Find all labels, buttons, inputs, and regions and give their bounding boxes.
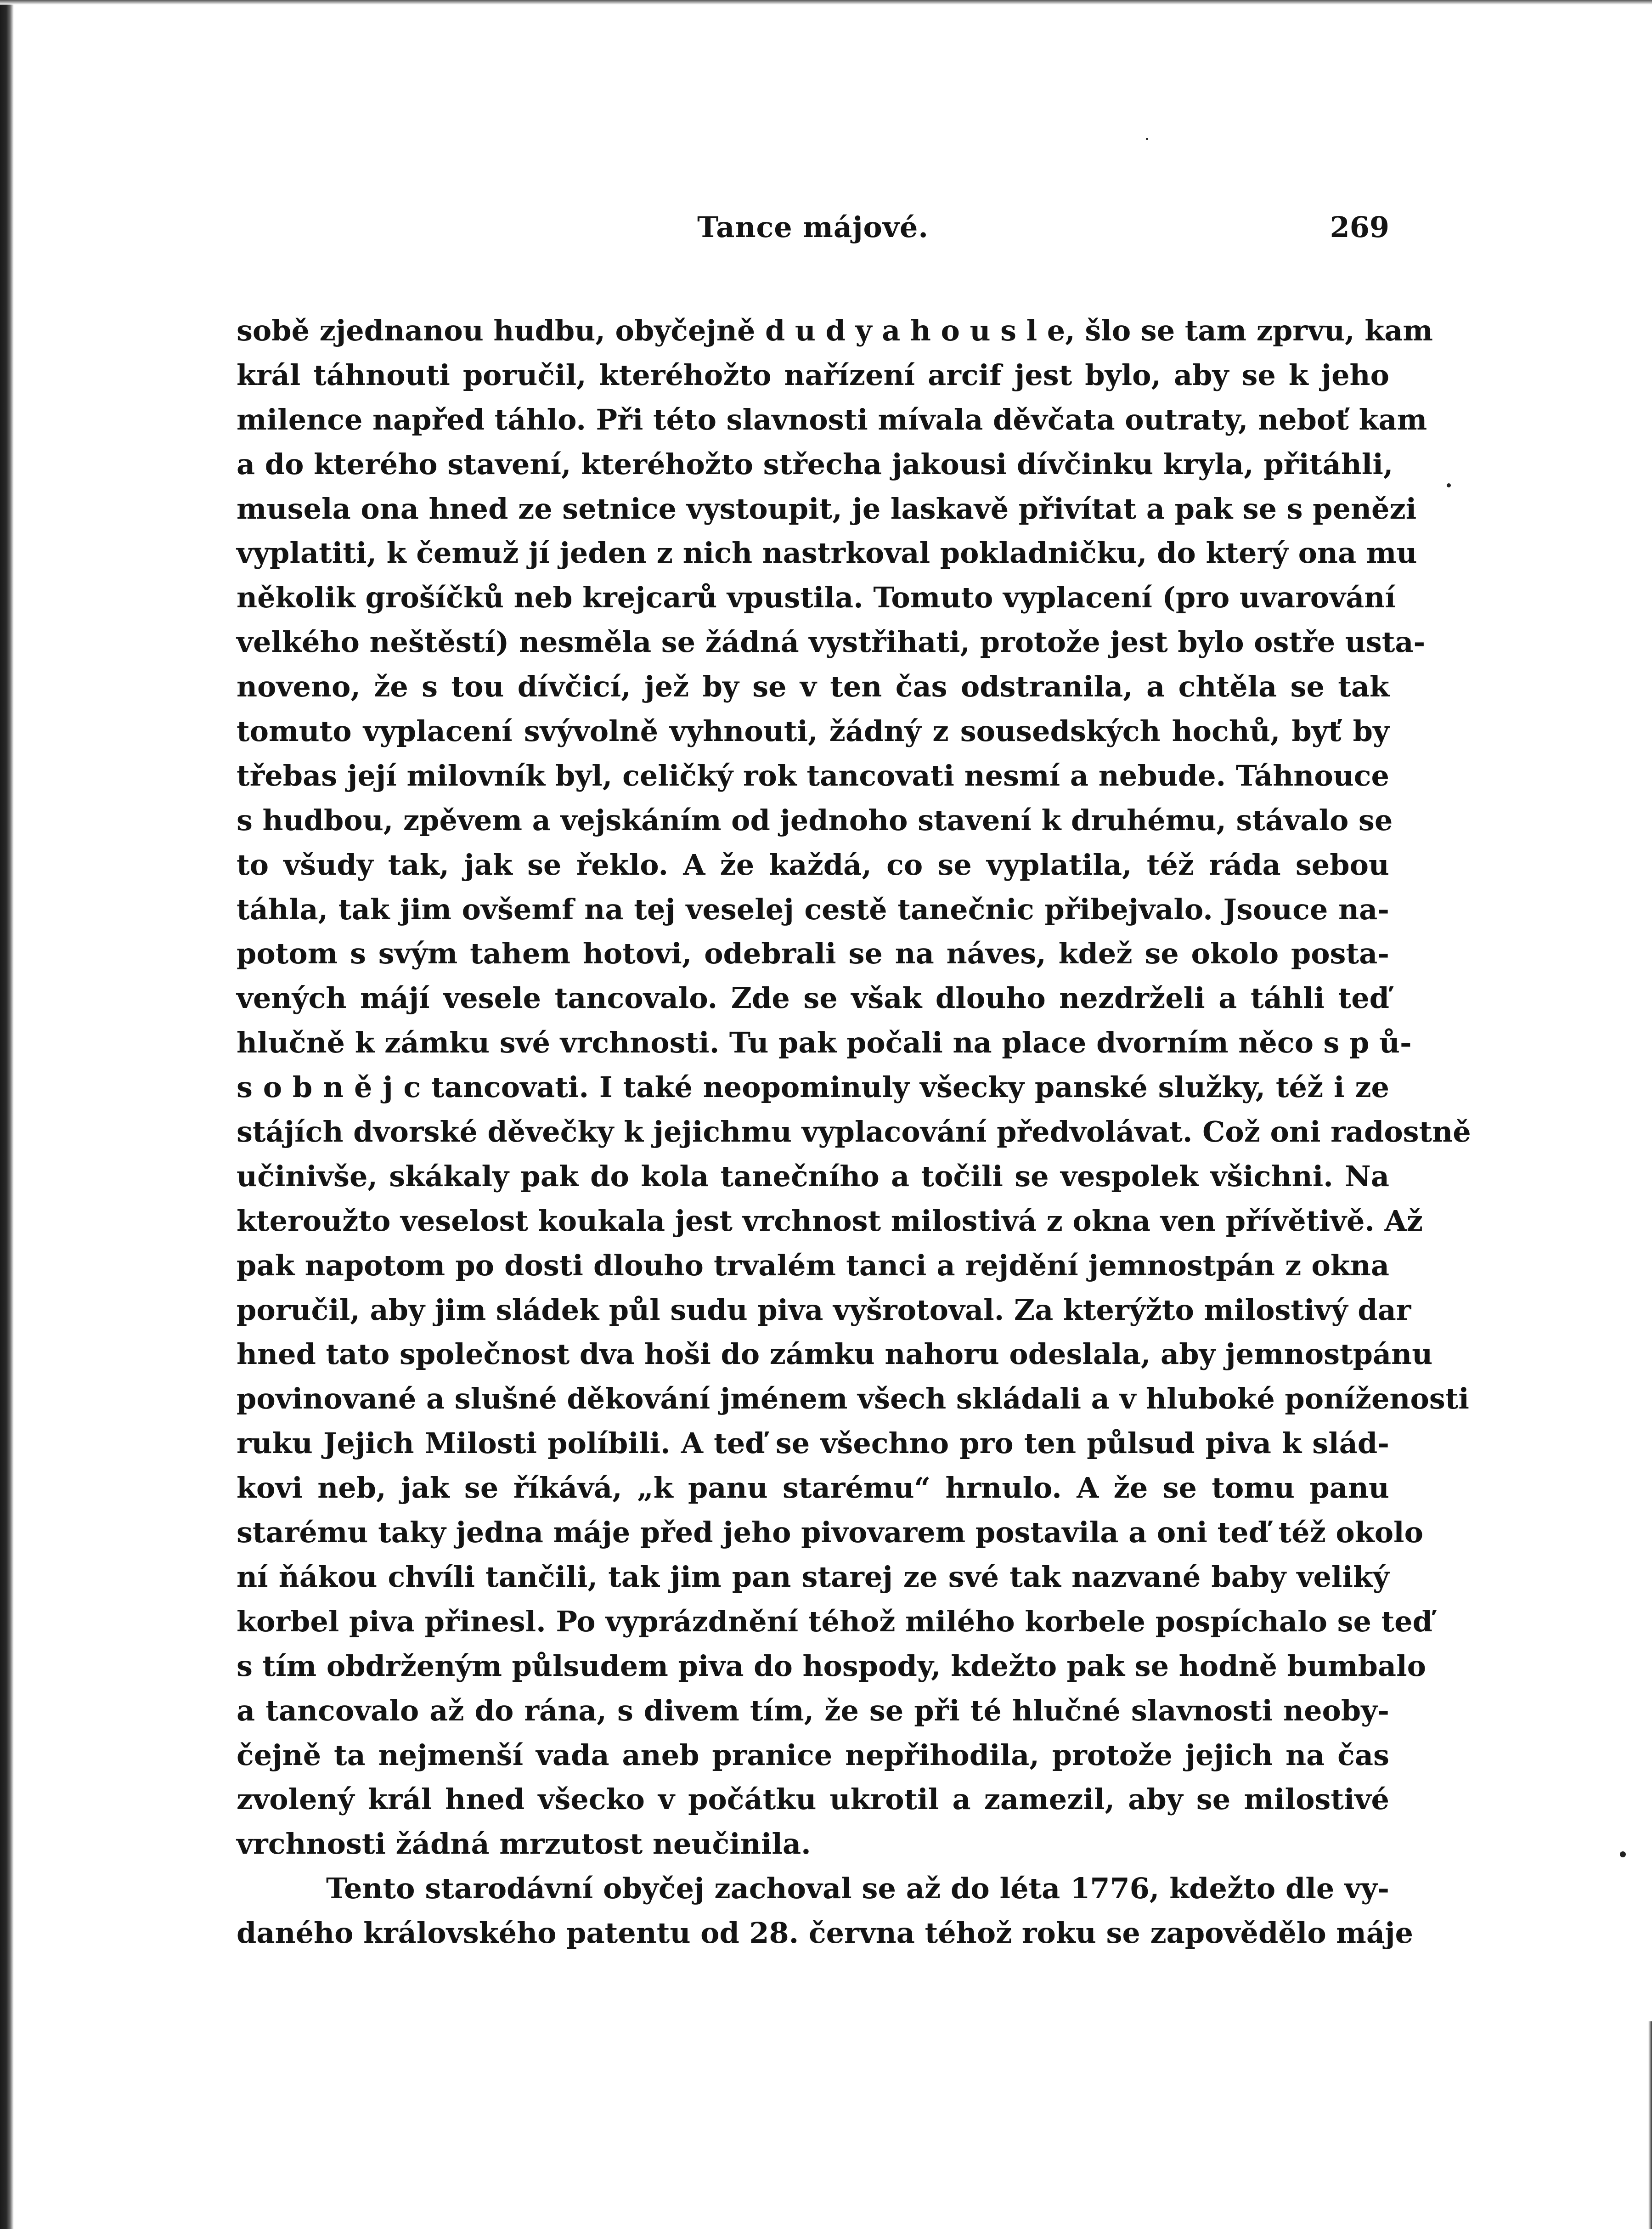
text-line: velkého neštěstí) nesměla se žádná vystřihati, protože jest bylo ostře usta- xyxy=(237,625,1426,659)
text-line: s tím obdrženým půlsudem piva do hospody, kdežto pak se hodně bumbalo xyxy=(237,1649,1426,1683)
text-line: učinivše, skákaly pak do kola tanečního a točili se vespolek všichni. Na xyxy=(237,1159,1389,1193)
text-line: stájích dvorské děvečky k jejichmu vyplacování předvolávat. Což oni radostně xyxy=(237,1115,1471,1149)
body-text xyxy=(237,309,1471,1956)
text-line: a tancovalo až do rána, s divem tím, že se při té hlučné slavnosti neoby- xyxy=(237,1693,1389,1727)
scan-speck xyxy=(1146,138,1148,140)
text-line: musela ona hned ze setnice vystoupit, je laskavě přivítat a pak se s penězi xyxy=(237,492,1417,526)
text-line: čejně ta nejmenší vada aneb pranice nepřihodila, protože jejich na čas xyxy=(237,1738,1389,1772)
text-line: daného královského patentu od 28. června téhož roku se zapovědělo máje xyxy=(237,1916,1413,1950)
text-line: král táhnouti poručil, kteréhožto nařízení arcif jest bylo, aby se k jeho xyxy=(237,358,1389,392)
scan-edge-left xyxy=(0,0,14,2229)
scan-speck xyxy=(1620,1851,1626,1857)
text-line: starému taky jedna máje před jeho pivovarem postavila a oni teď též okolo xyxy=(237,1516,1423,1550)
text-line: s o b n ě j c tancovati. I také neopominuly všecky panské služky, též i ze xyxy=(237,1070,1389,1104)
text-line: kovi neb, jak se říkává, „k panu starému“ hrnulo. A že se tomu panu xyxy=(237,1471,1389,1505)
text-line: hlučně k zámku své vrchnosti. Tu pak počali na place dvorním něco s p ů- xyxy=(237,1026,1412,1060)
text-line: vyplatiti, k čemuž jí jeden z nich nastrkoval pokladničku, do který ona mu xyxy=(237,536,1417,570)
text-line: korbel piva přinesl. Po vyprázdnění téhož milého korbele pospíchalo se teď xyxy=(237,1604,1432,1638)
text-line: ruku Jejich Milosti políbili. A teď se všechno pro ten půlsud piva k slád- xyxy=(237,1426,1389,1460)
text-line: ní ňákou chvíli tančili, tak jim pan starej ze své tak nazvané baby veliký xyxy=(237,1560,1389,1594)
text-line: hned tato společnost dva hoši do zámku nahoru odeslala, aby jemnostpánu xyxy=(237,1337,1433,1371)
text-line: táhla, tak jim ovšemf na tej veselej cestě tanečnic přibejvalo. Jsouce na- xyxy=(237,892,1389,926)
text-line: milence napřed táhlo. Při této slavnosti mívala děvčata outraty, neboť kam xyxy=(237,402,1427,436)
text-line: tomuto vyplacení svývolně vyhnouti, žádný z sousedských hochů, byť by xyxy=(237,714,1389,748)
text-line: několik grošíčků neb krejcarů vpustila. Tomuto vyplacení (pro uvarování xyxy=(237,581,1396,615)
text-line: a do kterého stavení, kteréhožto střecha jakousi dívčinku kryla, přitáhli, xyxy=(237,447,1393,481)
text-line: to všudy tak, jak se řeklo. A že každá, co se vyplatila, též ráda sebou xyxy=(237,848,1389,882)
text-line: pak napotom po dosti dlouho trvalém tanci a rejdění jemnostpán z okna xyxy=(237,1248,1389,1282)
text-line: potom s svým tahem hotovi, odebrali se na náves, kdež se okolo posta- xyxy=(237,937,1389,971)
running-head: Tance májové. xyxy=(697,210,929,244)
text-line: kteroužto veselost koukala jest vrchnost milostivá z okna ven přívětivě. Až xyxy=(237,1204,1423,1238)
scan-edge-top xyxy=(0,0,1652,5)
text-line: noveno, že s tou dívčicí, jež by se v ten čas odstranila, a chtěla se tak xyxy=(237,670,1389,704)
page-number: 269 xyxy=(1330,210,1389,244)
text-line: s hudbou, zpěvem a vejskáním od jednoho stavení k druhému, stávalo se xyxy=(237,803,1393,837)
text-line: třebas její milovník byl, celičký rok tancovati nesmí a nebude. Táhnouce xyxy=(237,758,1389,792)
text-line: sobě zjednanou hudbu, obyčejně d u d y a h o u s l e, šlo se tam zprvu, kam xyxy=(237,314,1433,347)
scan-speck xyxy=(1447,483,1451,487)
text-line: poručil, aby jim sládek půl sudu piva vyšrotoval. Za kterýžto milostivý dar xyxy=(237,1293,1411,1327)
text-line: vených májí vesele tancovalo. Zde se však dlouho nezdrželi a táhli teď xyxy=(237,981,1389,1015)
text-line: povinované a slušné děkování jménem všech skládali a v hluboké poníženosti xyxy=(237,1382,1469,1416)
text-line: zvolený král hned všecko v počátku ukrotil a zamezil, aby se milostivé xyxy=(237,1782,1389,1816)
text-line: vrchnosti žádná mrzutost neučinila. xyxy=(237,1827,811,1861)
scan-edge-right xyxy=(1648,2021,1652,2229)
text-line: Tento starodávní obyčej zachoval se až do léta 1776, kdežto dle vy- xyxy=(326,1872,1389,1906)
page-header xyxy=(237,210,1389,261)
